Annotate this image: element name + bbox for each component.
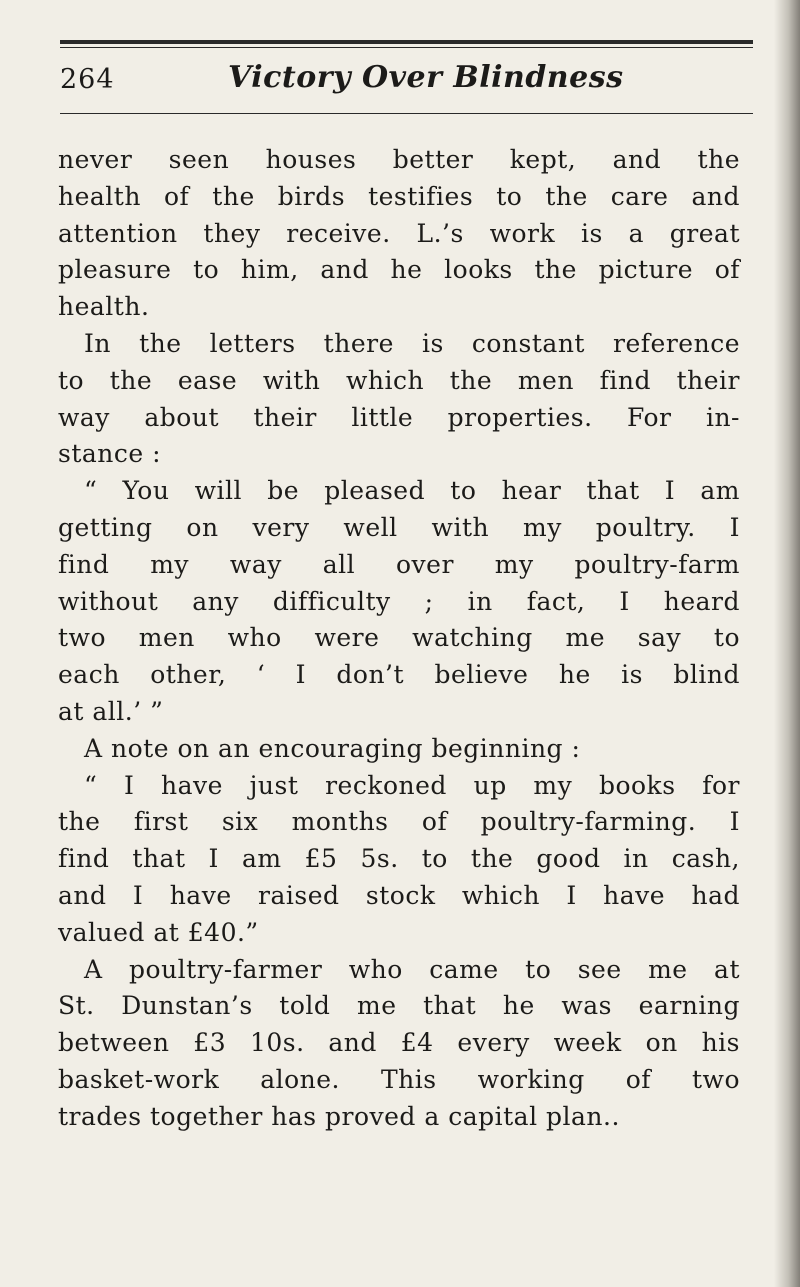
text-line: stance : (58, 439, 162, 469)
header-rule-top-thin (60, 47, 753, 48)
text-line: basket-work alone. This working of two (58, 1064, 740, 1094)
text-line: In the letters there is constant reference (84, 328, 740, 358)
text-line: way about their little properties. For in- (58, 402, 740, 432)
page-number: 264 (60, 64, 115, 95)
text-line: find that I am £5 5s. to the good in cash, (58, 844, 740, 874)
text-line: at all.’ ” (58, 696, 164, 726)
running-header (60, 58, 753, 104)
text-line: to the ease with which the men find their (58, 365, 740, 395)
text-line: health of the birds testifies to the care and (58, 181, 740, 211)
running-title: Victory Over Blindness (228, 60, 624, 95)
text-line: “ You will be pleased to hear that I am (84, 476, 740, 506)
text-line: getting on very well with my poultry. I (58, 512, 740, 542)
text-line: find my way all over my poultry-farm (58, 549, 740, 579)
page-edge-shadow (774, 0, 800, 1287)
text-line: St. Dunstan’s told me that he was earning (58, 991, 740, 1021)
body-text (58, 142, 740, 1136)
text-line: between £3 10s. and £4 every week on his (58, 1028, 740, 1058)
text-line: each other, ‘ I don’t believe he is blind (58, 660, 740, 690)
text-line: “ I have just reckoned up my books for (84, 770, 740, 800)
text-line: A poultry-farmer who came to see me at (84, 954, 740, 984)
text-line: A note on an encouraging beginning : (84, 733, 581, 763)
text-line: without any difficulty ; in fact, I heard (58, 586, 740, 616)
text-line: never seen houses better kept, and the (58, 145, 740, 174)
header-rule-bottom (60, 113, 753, 114)
header-rule-top (60, 40, 753, 44)
text-line: and I have raised stock which I have had (58, 880, 740, 910)
text-line: health. (58, 292, 150, 322)
text-line: pleasure to him, and he looks the picture of (58, 255, 740, 285)
text-line: trades together has proved a capital plan.. (58, 1101, 620, 1131)
text-line: attention they receive. L.’s work is a great (58, 218, 740, 248)
text-line: two men who were watching me say to (58, 623, 740, 653)
text-line: the first six months of poultry-farming. I (58, 807, 740, 837)
text-line: valued at £40.” (58, 917, 259, 947)
